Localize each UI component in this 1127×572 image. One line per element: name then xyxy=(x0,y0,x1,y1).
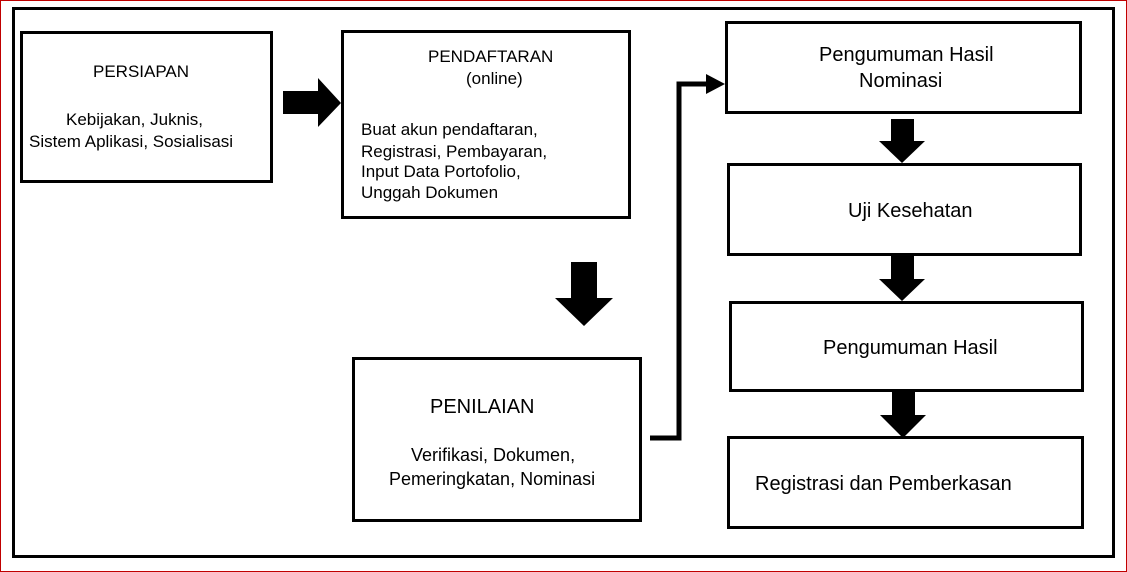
pengumuman-nominasi-line1: Pengumuman Hasil xyxy=(819,44,994,66)
uji-kesehatan-title: Uji Kesehatan xyxy=(848,200,973,222)
pendaftaran-line4: Unggah Dokumen xyxy=(361,183,499,202)
box-penilaian xyxy=(352,357,642,522)
pendaftaran-line2: Registrasi, Pembayaran, xyxy=(361,142,548,161)
pendaftaran-line1: Buat akun pendaftaran, xyxy=(361,120,538,139)
pengumuman-hasil-title: Pengumuman Hasil xyxy=(823,337,998,359)
box-persiapan xyxy=(20,31,273,183)
pendaftaran-subtitle: (online) xyxy=(466,69,523,88)
penilaian-title: PENILAIAN xyxy=(430,396,535,418)
persiapan-line1: Kebijakan, Juknis, xyxy=(66,110,204,129)
penilaian-line1: Verifikasi, Dokumen, xyxy=(411,445,576,465)
persiapan-title: PERSIAPAN xyxy=(93,62,190,81)
pengumuman-nominasi-line2: Nominasi xyxy=(859,70,943,92)
persiapan-line2: Sistem Aplikasi, Sosialisasi xyxy=(29,132,234,151)
penilaian-line2: Pemeringkatan, Nominasi xyxy=(389,469,596,489)
box-pengumuman-nominasi xyxy=(725,21,1082,114)
pendaftaran-title: PENDAFTARAN xyxy=(428,47,554,66)
registrasi-title: Registrasi dan Pemberkasan xyxy=(755,473,1012,495)
pendaftaran-line3: Input Data Portofolio, xyxy=(361,162,521,181)
